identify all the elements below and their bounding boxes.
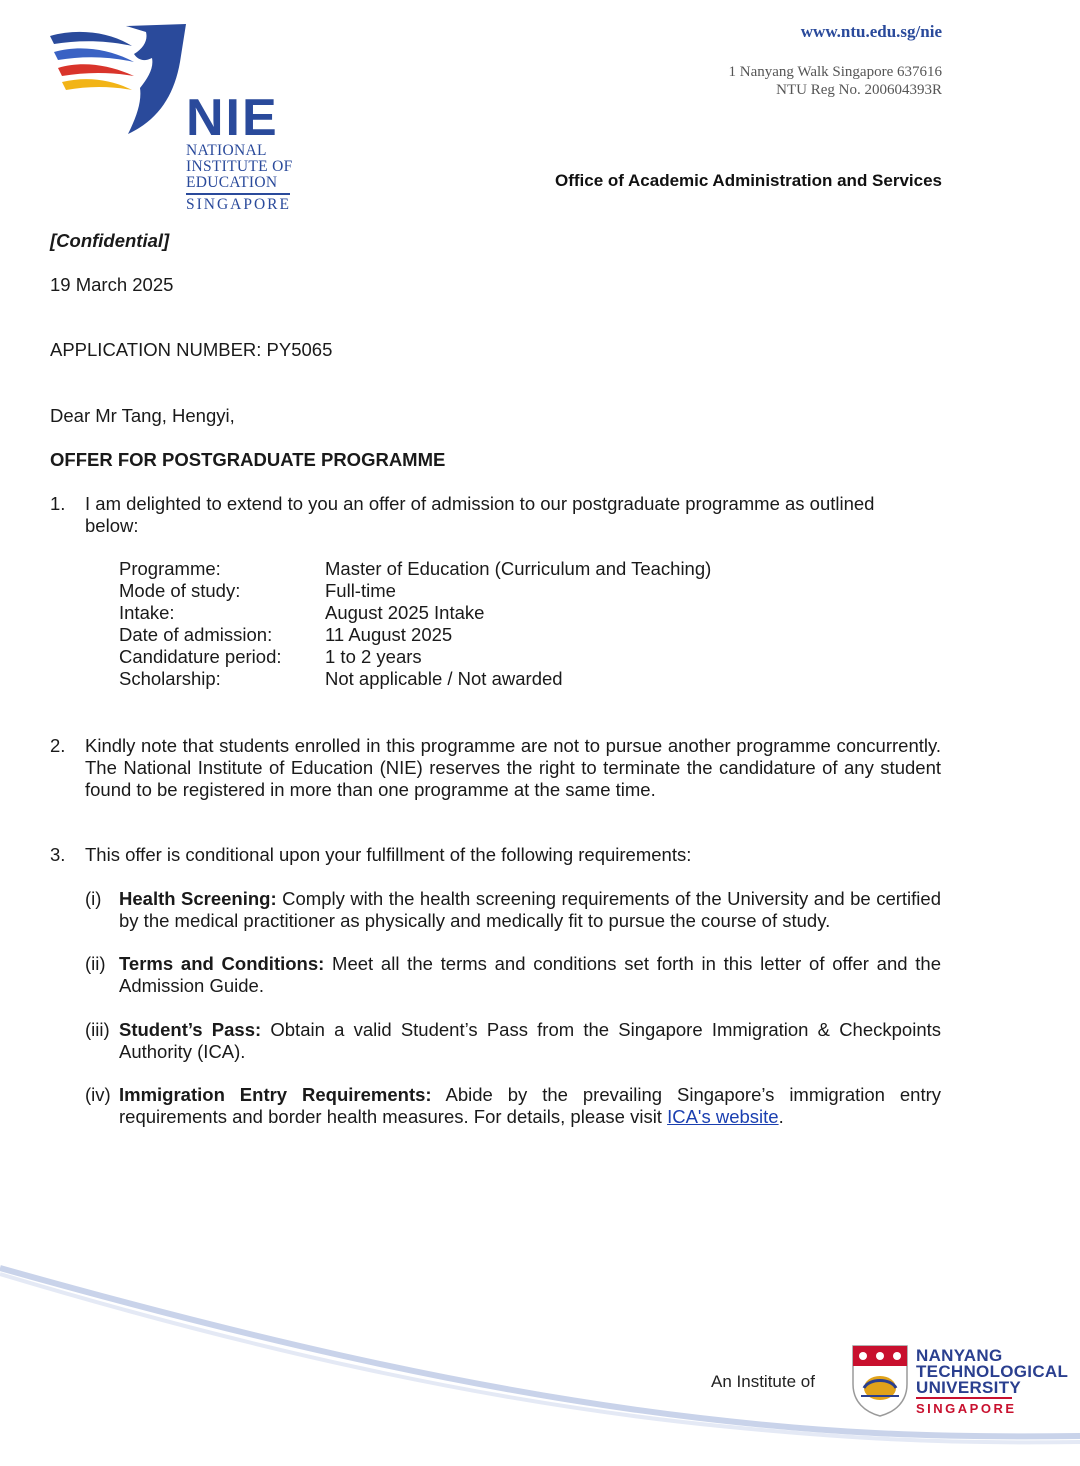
logo-line-national: NATIONAL	[186, 142, 267, 159]
details-row-mode	[119, 580, 711, 602]
details-value: 1 to 2 years	[325, 646, 422, 667]
nie-emblem-icon	[48, 22, 188, 142]
office-name: Office of Academic Administration and Services	[554, 171, 942, 190]
details-value: Not applicable / Not awarded	[325, 668, 563, 689]
institute-of-label: An Institute of	[711, 1372, 815, 1391]
details-row-admission-date	[119, 624, 711, 646]
application-number: APPLICATION NUMBER: PY5065	[50, 339, 333, 360]
details-row-scholarship	[119, 668, 711, 690]
requirement-text: Comply with the health screening requirements of the University and be certified by the medical practitioner as physically and medically fit to pursue the course of study.	[119, 888, 941, 931]
address-line-1: 1 Nanyang Walk Singapore 637616	[728, 64, 942, 80]
details-label: Programme:	[119, 558, 221, 579]
programme-details	[119, 558, 711, 690]
ntu-wordmark-line-4: SINGAPORE	[916, 1401, 1017, 1416]
nie-wordmark: NIE	[186, 89, 279, 147]
requirement-title: Student’s Pass:	[119, 1019, 262, 1040]
letter-heading: OFFER FOR POSTGRADUATE PROGRAMME	[50, 449, 446, 470]
requirement-text-end: .	[778, 1106, 784, 1127]
details-value: August 2025 Intake	[325, 602, 485, 623]
paragraph-3: This offer is conditional upon your fulfillment of the following requirements:	[85, 844, 692, 865]
requirement-text: Meet all the terms and conditions set forth in this letter of offer and the Admission Guide.	[119, 953, 941, 996]
requirement-text: Obtain a valid Student’s Pass from the Singapore Immigration & Checkpoints Authority (ICA).	[119, 1019, 941, 1062]
paragraph-1-line-2: below:	[85, 515, 139, 536]
details-label: Mode of study:	[119, 580, 241, 601]
paragraph-1-number: 1.	[50, 493, 66, 514]
requirement-students-pass	[119, 1019, 941, 1063]
logo-line-institute: INSTITUTE OF	[186, 158, 293, 175]
details-label: Candidature period:	[119, 646, 282, 667]
details-value: Full-time	[325, 580, 396, 601]
logo-line-education: EDUCATION	[186, 174, 278, 191]
logo-line-singapore: SINGAPORE	[186, 196, 291, 213]
paragraph-1	[85, 493, 941, 537]
address-line-2: NTU Reg No. 200604393R	[776, 82, 942, 98]
paragraph-1-line-1: I am delighted to extend to you an offer of admission to our postgraduate programme as outlined	[85, 493, 875, 514]
requirement-title: Health Screening:	[119, 888, 277, 909]
details-value: Master of Education (Curriculum and Teaching)	[325, 558, 712, 579]
nie-logo	[48, 22, 298, 217]
requirement-title: Immigration Entry Requirements:	[119, 1084, 432, 1105]
requirement-health-screening	[119, 888, 941, 932]
requirement-number: (iii)	[85, 1019, 110, 1040]
requirement-number: (iv)	[85, 1084, 111, 1105]
requirement-immigration	[119, 1084, 941, 1128]
requirement-terms	[119, 953, 941, 997]
requirement-text: Abide by the prevailing Singapore’s immigration entry requirements and border health measures. For details, please visit	[119, 1084, 942, 1127]
details-label: Date of admission:	[119, 624, 273, 645]
details-row-candidature	[119, 646, 711, 668]
logo-divider	[186, 193, 290, 195]
paragraph-2: Kindly note that students enrolled in this programme are not to pursue another programme concurrently. The National Institute of Education (NIE) reserves the right to terminate the candidature of any student found to be registered in more than one programme at the same time.	[85, 735, 941, 800]
requirement-number: (i)	[85, 888, 102, 909]
details-value: 11 August 2025	[325, 624, 453, 645]
ntu-wordmark-line-3: UNIVERSITY	[916, 1378, 1022, 1397]
details-row-intake	[119, 602, 711, 624]
details-label: Intake:	[119, 602, 175, 623]
requirement-title: Terms and Conditions:	[119, 953, 325, 974]
website-link[interactable]: www.ntu.edu.sg/nie	[800, 22, 942, 41]
ntu-wordmark-line-2: TECHNOLOGICAL	[916, 1362, 1069, 1381]
details-row-programme	[119, 558, 711, 580]
letter-date: 19 March 2025	[50, 274, 174, 295]
salutation: Dear Mr Tang, Hengyi,	[50, 405, 235, 426]
ntu-crest-icon	[851, 1344, 909, 1418]
ntu-wordmark-line-1: NANYANG	[916, 1346, 1003, 1365]
details-label: Scholarship:	[119, 668, 221, 689]
ntu-divider	[916, 1397, 1012, 1399]
requirement-number: (ii)	[85, 953, 106, 974]
ica-website-link[interactable]: ICA's website	[667, 1106, 779, 1127]
paragraph-2-number: 2.	[50, 735, 66, 756]
confidential-label: [Confidential]	[50, 230, 170, 251]
paragraph-3-number: 3.	[50, 844, 66, 865]
